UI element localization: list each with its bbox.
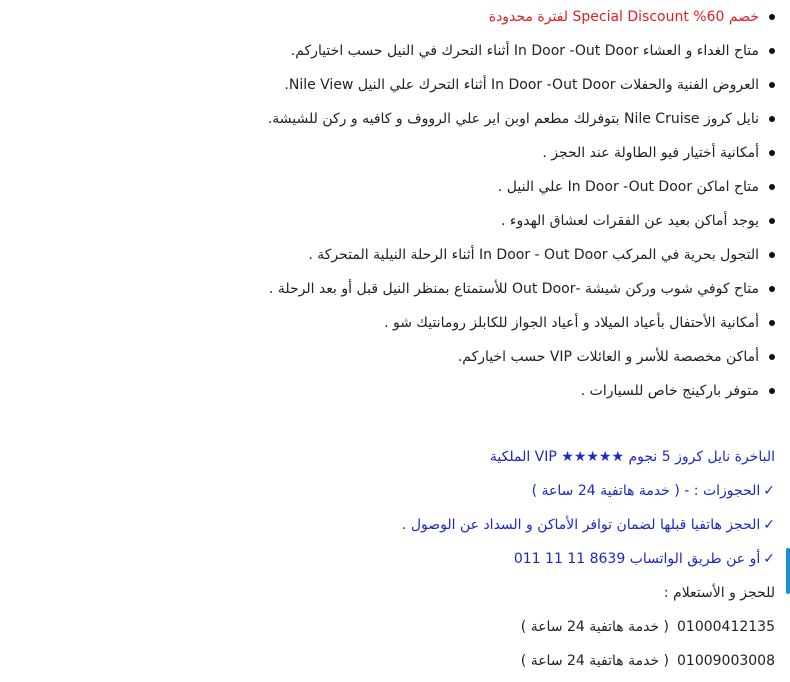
list-item-text: متاح الغداء و العشاء In Door -Out Door أثناء التحرك في النيل حسب اختياركم. — [290, 43, 759, 59]
phone-note: ( خدمة هاتفية 24 ساعة ) — [520, 653, 670, 669]
bullet-icon — [769, 150, 775, 156]
bullet-icon — [769, 14, 775, 20]
list-item-text: نايل كروز Nile Cruise بتوفرلك مطعم اوبن اير علي الرووف و كافيه و ركن للشيشة. — [267, 111, 759, 127]
bullet-icon — [769, 252, 775, 258]
discount-text: خصم 60% Special Discount لفترة محدودة — [488, 9, 759, 25]
list-item — [15, 102, 775, 136]
ship-title: الباخرة نايل كروز 5 نجوم ★★★★★ VIP الملكية — [489, 449, 775, 465]
phone-line — [15, 646, 775, 680]
list-item-text: يوجد أماكن بعيد عن الفقرات لعشاق الهدوء . — [501, 213, 759, 229]
whatsapp-text: أو عن طريق الواتساب 8639 11 11 011 — [513, 551, 761, 567]
list-item — [15, 374, 775, 408]
bullet-icon — [769, 388, 775, 394]
bullet-icon — [769, 286, 775, 292]
list-item — [15, 306, 775, 340]
bullet-icon — [769, 184, 775, 190]
phone-line — [15, 612, 775, 646]
list-item-text: أماكن مخصصة للأسر و العائلات VIP حسب اخياركم. — [457, 349, 759, 365]
list-item — [15, 0, 775, 34]
list-item-text: العروض الفنية والحفلات In Door -Out Door أثناء التحرك علي النيل Nile View. — [284, 77, 759, 93]
phone-number[interactable]: 01000412135 — [677, 619, 775, 635]
bullet-icon — [769, 320, 775, 326]
bullet-icon — [769, 218, 775, 224]
phone-number[interactable]: 01009003008 — [677, 653, 775, 669]
list-item — [15, 170, 775, 204]
bullet-icon — [769, 116, 775, 122]
list-item-text: أمكانية الأحتفال بأعياد الميلاد و أعياد الجواز للكابلز رومانتيك شو . — [384, 315, 759, 331]
check-icon: ✓ — [763, 551, 775, 567]
bullet-icon — [769, 82, 775, 88]
list-item — [15, 238, 775, 272]
list-item — [15, 68, 775, 102]
scroll-indicator[interactable] — [786, 548, 790, 594]
list-item-text: أمكانية أختيار فيو الطاولة عند الحجز . — [542, 145, 759, 161]
inquiry-label: للحجز و الأستعلام : — [663, 585, 775, 601]
article-content — [15, 0, 775, 680]
list-item-text: متاح كوفي شوب وركن شيشة -Out Door للأستمتاع بمنظر النيل قبل أو بعد الرحلة . — [268, 281, 759, 297]
booking-line-text: الحجوزات : - ( خدمة هاتفية 24 ساعة ) — [531, 483, 761, 499]
booking-line — [15, 510, 775, 544]
booking-line — [15, 476, 775, 510]
spacer — [15, 408, 775, 442]
check-icon: ✓ — [763, 517, 775, 533]
booking-line-text: الحجز هاتفيا قبلها لضمان توافر الأماكن و السداد عن الوصول . — [401, 517, 761, 533]
list-item-text: متاح اماكن In Door -Out Door علي النيل . — [497, 179, 759, 195]
bullet-icon — [769, 48, 775, 54]
list-item — [15, 272, 775, 306]
check-icon: ✓ — [763, 483, 775, 499]
list-item — [15, 34, 775, 68]
list-item-text: متوفر باركينج خاص للسيارات . — [580, 383, 759, 399]
bullet-icon — [769, 354, 775, 360]
whatsapp-line — [15, 544, 775, 578]
features-list — [15, 0, 775, 408]
phone-note: ( خدمة هاتفية 24 ساعة ) — [520, 619, 670, 635]
list-item — [15, 340, 775, 374]
list-item — [15, 136, 775, 170]
list-item — [15, 204, 775, 238]
list-item-text: التجول بحرية في المركب In Door - Out Door أثناء الرحلة النيلية المتحركة . — [308, 247, 759, 263]
